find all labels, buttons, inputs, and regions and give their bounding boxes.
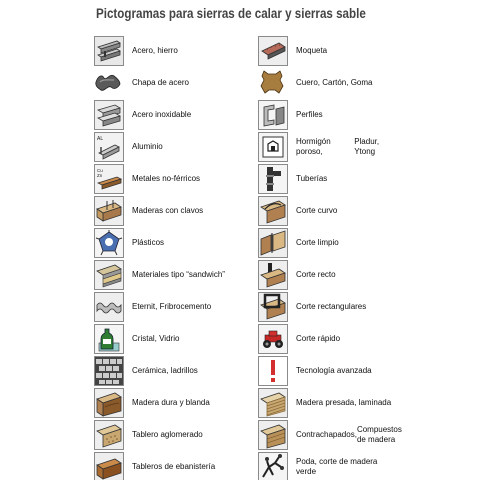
list-item-label: Plásticos	[132, 238, 165, 247]
list-item	[258, 324, 398, 354]
carpet-icon	[258, 36, 288, 66]
sandwich-material-icon	[94, 260, 124, 290]
list-item	[94, 228, 254, 258]
steel-beam-icon	[94, 36, 124, 66]
ceramic-bricks-icon	[94, 356, 124, 386]
porous-concrete-icon	[258, 132, 288, 162]
list-item-label: Acero, hierro	[132, 46, 178, 55]
laminated-wood-icon	[258, 388, 288, 418]
list-item-label: Madera dura y blanda	[132, 398, 210, 407]
list-item-label: Hormigón poroso, Pladur, Ytong	[296, 137, 380, 156]
svg-text:Zn: Zn	[97, 173, 103, 178]
list-item	[94, 196, 254, 226]
list-item	[258, 356, 398, 386]
list-item-label: Corte rectangulares	[296, 302, 367, 311]
clean-cut-icon	[258, 228, 288, 258]
profiles-icon	[258, 100, 288, 130]
list-item	[94, 100, 254, 130]
list-item	[94, 132, 254, 162]
list-item	[94, 260, 254, 290]
cabinet-board-icon	[94, 452, 124, 480]
fast-cut-icon	[258, 324, 288, 354]
svg-text:AL: AL	[97, 136, 104, 142]
list-item-label: Metales no-férricos	[132, 174, 201, 183]
aluminium-profile-icon	[94, 132, 124, 162]
fibre-cement-icon	[94, 292, 124, 322]
list-item-label: Corte rápido	[296, 334, 341, 343]
steel-sheet-icon	[94, 68, 124, 98]
page-title: Pictogramas para sierras de calar y sierras sable	[96, 6, 366, 21]
list-item-label: Tableros de ebanistería	[132, 462, 216, 471]
list-item	[258, 132, 398, 162]
advanced-technology-icon	[258, 356, 288, 386]
list-item	[94, 292, 254, 322]
list-item	[94, 388, 254, 418]
list-item	[258, 68, 398, 98]
plastics-icon	[94, 228, 124, 258]
list-item-label: Perfiles	[296, 110, 323, 119]
list-item	[94, 68, 254, 98]
list-item-label: Acero inoxidable	[132, 110, 192, 119]
wood-with-nails-icon	[94, 196, 124, 226]
list-item-label: Eternit, Fribrocemento	[132, 302, 212, 311]
straight-cut-icon	[258, 260, 288, 290]
list-item-label: Aluminio	[132, 142, 163, 151]
non-ferrous-metal-icon	[94, 164, 124, 194]
list-item-label: Cristal, Vidrio	[132, 334, 180, 343]
list-item-label: Corte curvo	[296, 206, 338, 215]
curved-cut-icon	[258, 196, 288, 226]
stainless-steel-icon	[94, 100, 124, 130]
list-item-label: Corte recto	[296, 270, 336, 279]
list-item	[258, 260, 398, 290]
rectangular-cut-icon	[258, 292, 288, 322]
list-item	[258, 196, 398, 226]
list-item	[258, 292, 398, 322]
list-item-label: Contrachapados, Compuestos de madera	[296, 425, 402, 444]
svg-text:Cu: Cu	[97, 168, 103, 173]
list-item	[94, 324, 254, 354]
list-item-label: Moqueta	[296, 46, 328, 55]
list-item-label: Tecnología avanzada	[296, 366, 372, 375]
list-item-label: Cuero, Cartón, Goma	[296, 78, 373, 87]
list-item-label: Tuberías	[296, 174, 328, 183]
plywood-icon	[258, 420, 288, 450]
list-item-label: Maderas con clavos	[132, 206, 204, 215]
list-item	[258, 388, 398, 418]
list-item-label: Cerámica, ladrillos	[132, 366, 198, 375]
list-item	[94, 356, 254, 386]
list-item	[94, 164, 254, 194]
glass-bottle-icon	[94, 324, 124, 354]
chipboard-icon	[94, 420, 124, 450]
list-item	[258, 452, 398, 480]
list-item	[94, 452, 254, 480]
leather-hide-icon	[258, 68, 288, 98]
pruning-green-wood-icon	[258, 452, 288, 480]
list-item	[94, 420, 254, 450]
list-item-label: Chapa de acero	[132, 78, 189, 87]
list-item-label: Poda, corte de madera verde	[296, 457, 378, 476]
hard-soft-wood-icon	[94, 388, 124, 418]
list-item-label: Materiales tipo “sandwich”	[132, 270, 225, 279]
list-item	[94, 36, 254, 66]
list-item-label: Corte limpio	[296, 238, 339, 247]
list-item	[258, 228, 398, 258]
list-item-label: Tablero aglomerado	[132, 430, 203, 439]
list-item	[258, 36, 398, 66]
list-item-label: Madera presada, laminada	[296, 398, 392, 407]
list-item	[258, 164, 398, 194]
list-item	[258, 420, 402, 450]
list-item	[258, 100, 398, 130]
pipes-icon	[258, 164, 288, 194]
